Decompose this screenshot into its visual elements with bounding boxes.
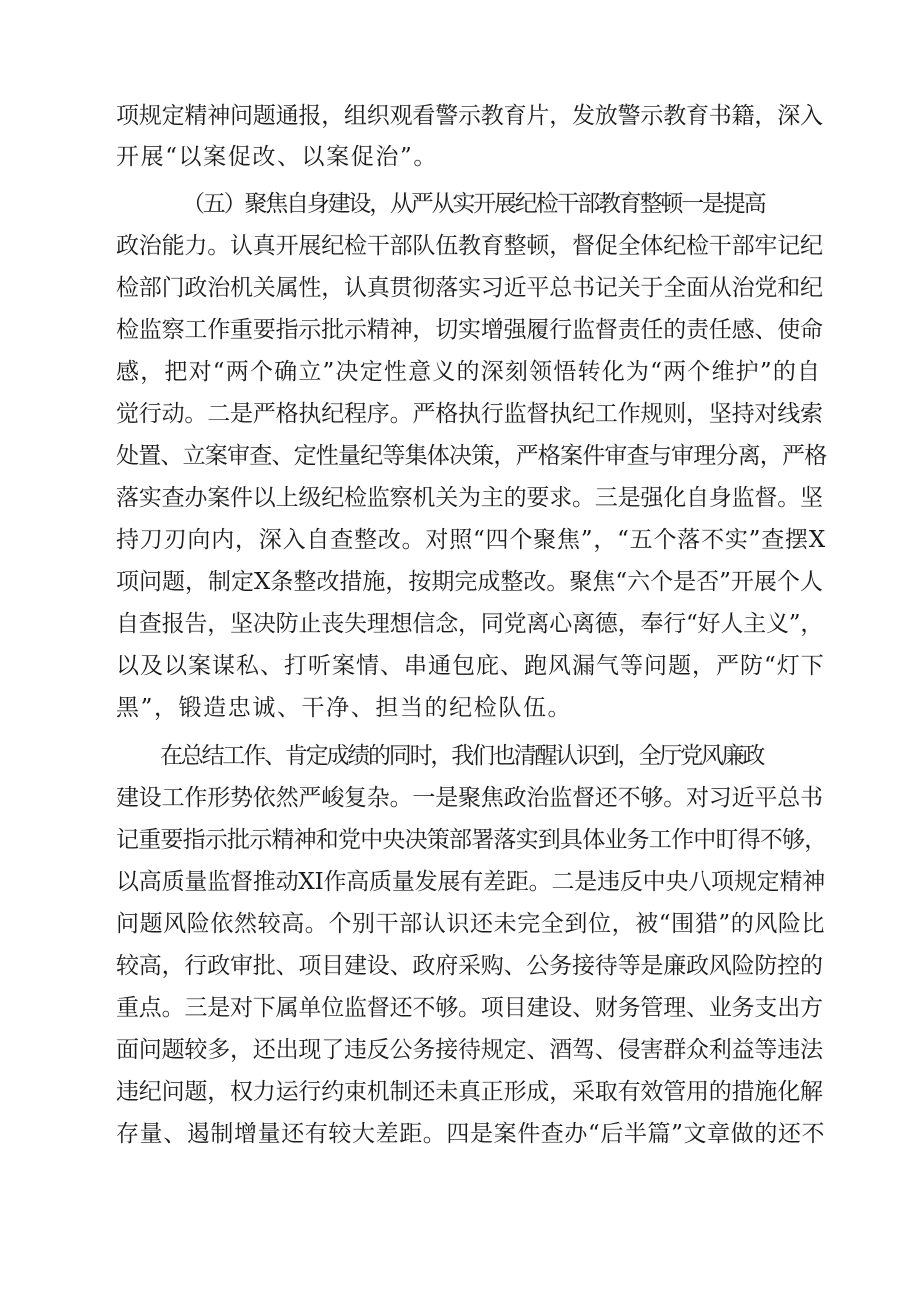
paragraph-line: 以及以案谋私、打听案情、串通包庇、跑风漏气等问题，严防“灯下	[116, 653, 825, 679]
paragraph-line: 存量、遏制增量还有较大差距。四是案件查办“后半篇”文章做的还不	[116, 1121, 826, 1147]
paragraph-line: 面问题较多，还出现了违反公务接待规定、酒驾、侵害群众利益等违法	[116, 1037, 823, 1063]
paragraph-line: 项问题，制定X条整改措施，按期完成整改。聚焦“六个是否”开展个人	[116, 569, 823, 595]
paragraph-line: 较高，行政审批、项目建设、政府采购、公务接待等是廉政风险防控的	[116, 953, 823, 979]
paragraph-line: 项规定精神问题通报，组织观看警示教育片，发放警示教育书籍，深入	[116, 103, 823, 129]
paragraph-line: 问题风险依然较高。个别干部认识还未完全到位，被“围猎”的风险比	[116, 911, 826, 937]
paragraph-line: 感，把对“两个确立”决定性意义的深刻领悟转化为“两个维护”的自	[116, 359, 822, 385]
paragraph-line: 觉行动。二是严格执纪程序。严格执行监督执纪工作规则，坚持对线索	[116, 401, 823, 427]
paragraph-line: 重点。三是对下属单位监督还不够。项目建设、财务管理、业务支出方	[116, 995, 823, 1021]
paragraph-line: 检部门政治机关属性，认真贯彻落实习近平总书记关于全面从治党和纪	[116, 275, 823, 301]
paragraph-line: 以高质量监督推动XI作高质量发展有差距。二是违反中央八项规定精神	[116, 869, 826, 895]
paragraph-line: 落实查办案件以上级纪检监察机关为主的要求。三是强化自身监督。坚	[116, 485, 823, 511]
section-heading-line: （五）聚焦自身建设，从严从实开展纪检干部教育整顿一是提高	[182, 191, 765, 217]
paragraph-line: 自查报告，坚决防止丧失理想信念，同党离心离德，奉行“好人主义”，	[116, 611, 824, 637]
paragraph-line: 在总结工作、肯定成绩的同时，我们也清醒认识到，全厅党风廉政	[160, 743, 764, 769]
paragraph-line: 黑”，锻造忠诚、干净、担当的纪检队伍。	[116, 695, 573, 721]
paragraph-line: 政治能力。认真开展纪检干部队伍教育整顿，督促全体纪检干部牢记纪	[116, 233, 823, 259]
paragraph-line: 开展“以案促改、以案促治”。	[116, 144, 438, 170]
paragraph-line: 违纪问题，权力运行约束机制还未真正形成，采取有效管用的措施化解	[116, 1079, 823, 1105]
paragraph-line: 建设工作形势依然严峻复杂。一是聚焦政治监督还不够。对习近平总书	[116, 785, 823, 811]
paragraph-line: 记重要指示批示精神和党中央决策部署落实到具体业务工作中盯得不够，	[116, 827, 827, 853]
paragraph-line: 处置、立案审查、定性量纪等集体决策，严格案件审查与审理分离，严格	[116, 443, 827, 469]
paragraph-line: 持刀刃向内，深入自查整改。对照“四个聚焦”，“五个落不实”查摆X	[116, 527, 827, 553]
paragraph-line: 检监察工作重要指示批示精神，切实增强履行监督责任的责任感、使命	[116, 317, 823, 343]
